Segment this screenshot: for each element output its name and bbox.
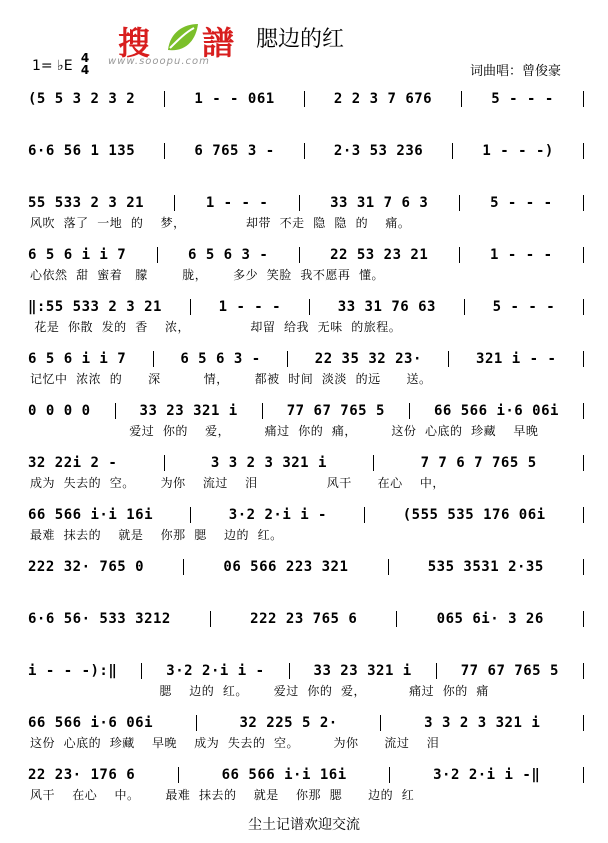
measure: 33 23 321 i <box>313 663 412 679</box>
credits: 词曲唱：曾俊豪 <box>470 64 562 79</box>
score-system <box>28 244 584 284</box>
lyric-line <box>28 630 584 648</box>
barline <box>452 143 453 159</box>
measure: 6 5 6 3 - <box>187 247 269 263</box>
meter-bottom: 4 <box>80 63 90 77</box>
footer-note: 尘土记谱欢迎交流 <box>248 817 360 833</box>
score-system <box>28 764 584 804</box>
score-system <box>28 140 584 180</box>
measure: ‖:55 533 2 3 21 <box>28 299 162 315</box>
score-system <box>28 504 584 544</box>
barline <box>448 351 449 367</box>
notes-line <box>28 608 584 630</box>
site-url[interactable]: www.sooopu.com <box>108 56 210 67</box>
score-system <box>28 660 584 700</box>
barline <box>583 403 584 419</box>
barline <box>464 299 465 315</box>
barline <box>178 767 179 783</box>
barline <box>583 663 584 679</box>
measure: 065 6i· 3 26 <box>436 611 544 627</box>
barline <box>153 351 154 367</box>
barline <box>364 507 365 523</box>
barline <box>210 611 211 627</box>
time-signature <box>78 52 92 76</box>
barline <box>141 663 142 679</box>
measure: 66 566 i·i 16i <box>28 507 154 523</box>
measure: 55 533 2 3 21 <box>28 195 145 211</box>
barline <box>190 507 191 523</box>
measure: 0 0 0 0 <box>28 403 91 419</box>
measure: 33 23 321 i <box>139 403 238 419</box>
lyric-line: 风干 在心 中。 最难 抹去的 就是 你那 腮 边的 红 <box>30 788 415 802</box>
leaf-icon <box>164 20 200 56</box>
measure: 6 5 6 i i 7 <box>28 351 127 367</box>
notes-line <box>28 88 584 110</box>
barline <box>583 507 584 523</box>
notes-line <box>28 348 584 370</box>
measure: i - - -):‖ <box>28 663 118 679</box>
notes-line <box>28 764 584 786</box>
measure: 6 5 6 i i 7 <box>28 247 127 263</box>
measure: 32 22i 2 - <box>28 455 118 471</box>
barline <box>459 195 460 211</box>
measure: 5 - - - <box>490 195 553 211</box>
barline <box>583 299 584 315</box>
measure: 06 566 223 321 <box>223 559 349 575</box>
lyric-line: 成为 失去的 空。 为你 流过 泪 风干 在心 中， <box>30 476 445 490</box>
key-signature: 1= ♭E <box>32 58 73 74</box>
notes-line <box>28 712 584 734</box>
barline <box>409 403 410 419</box>
measure: 66 566 i·6 06i <box>433 403 559 419</box>
measure: 33 31 7 6 3 <box>330 195 429 211</box>
barline <box>583 351 584 367</box>
measure: 1 - - 061 <box>194 91 275 107</box>
score-system <box>28 452 584 492</box>
notes-line <box>28 660 584 682</box>
measure: 1 - - - <box>218 299 282 315</box>
barline <box>299 247 300 263</box>
measure: 3 3 2 3 321 i <box>210 455 327 471</box>
barline <box>164 455 165 471</box>
barline <box>304 91 305 107</box>
notes-line <box>28 140 584 162</box>
song-title: 腮边的红 <box>256 27 345 52</box>
barline <box>459 247 460 263</box>
barline <box>164 143 165 159</box>
notes-line <box>28 400 584 422</box>
measure: 1 - - - <box>205 195 269 211</box>
barline <box>289 663 290 679</box>
barline <box>583 143 584 159</box>
lyric-line: 花是 你散 发的 香 浓， 却留 给我 无味 的旅程。 <box>30 320 402 334</box>
lyric-line: 风吹 落了 一地 的 梦， 却带 不走 隐 隐 的 痛。 <box>30 216 411 230</box>
barline <box>183 559 184 575</box>
barline <box>196 715 197 731</box>
barline <box>583 91 584 107</box>
measure: 321 i - - <box>476 351 557 367</box>
lyric-line: 最难 抹去的 就是 你那 腮 边的 红。 <box>30 528 283 542</box>
measure: 66 566 i·6 06i <box>28 715 154 731</box>
barline <box>396 611 397 627</box>
measure: 222 32· 765 0 <box>28 559 145 575</box>
header <box>0 0 608 90</box>
barline <box>157 247 158 263</box>
barline <box>299 195 300 211</box>
notes-line <box>28 556 584 578</box>
lyric-line: 腮 边的 红。 爱过 你的 爱， 痛过 你的 痛 <box>30 684 489 698</box>
measure: 3·2 2·i i -‖ <box>433 767 541 783</box>
lyric-line: 这份 心底的 珍藏 早晚 成为 失去的 空。 为你 流过 泪 <box>30 736 440 750</box>
barline <box>389 767 390 783</box>
measure: 33 31 76 63 <box>337 299 436 315</box>
measure: (555 535 176 06i <box>402 507 546 523</box>
lyric-line <box>28 110 584 128</box>
lyric-line: 记忆中 浓浓 的 深 情， 都被 时间 淡淡 的远 送。 <box>30 372 432 386</box>
notes-line <box>28 452 584 474</box>
lyric-line <box>28 162 584 180</box>
score-system <box>28 348 584 388</box>
measure: 6 765 3 - <box>194 143 275 159</box>
notes-line <box>28 244 584 266</box>
lyric-line: 心依然 甜 蜜着 朦 胧， 多少 笑脸 我不愿再 懂。 <box>30 268 384 282</box>
site-logo[interactable] <box>118 18 258 62</box>
measure: 22 23· 176 6 <box>28 767 136 783</box>
notes-line <box>28 504 584 526</box>
notes-line <box>28 192 584 214</box>
score-system <box>28 712 584 752</box>
measure: 1 - - - <box>490 247 553 263</box>
measure: 32 225 5 2· <box>239 715 338 731</box>
barline <box>583 611 584 627</box>
score-system <box>28 556 584 596</box>
barline <box>373 455 374 471</box>
barline <box>262 403 263 419</box>
barline <box>164 91 165 107</box>
score-system <box>28 296 584 336</box>
measure: 7 7 6 7 765 5 <box>420 455 537 471</box>
measure: 5 - - - <box>492 299 556 315</box>
barline <box>388 559 389 575</box>
barline <box>190 299 191 315</box>
measure: 5 - - - <box>491 91 554 107</box>
barline <box>583 247 584 263</box>
measure: 2·3 53 236 <box>333 143 424 159</box>
score-system <box>28 400 584 440</box>
measure: 6·6 56· 533 3212 <box>28 611 171 627</box>
measure: 535 3531 2·35 <box>427 559 544 575</box>
logo-char-pu: 譜 <box>202 24 235 62</box>
barline <box>583 715 584 731</box>
barline <box>115 403 116 419</box>
measure: 3·2 2·i i - <box>166 663 265 679</box>
measure: 2 2 3 7 676 <box>333 91 433 107</box>
measure: 6·6 56 1 135 <box>28 143 136 159</box>
measure: 3 3 2 3 321 i <box>424 715 541 731</box>
barline <box>583 559 584 575</box>
lyric-line <box>28 578 584 596</box>
measure: 77 67 765 5 <box>460 663 559 679</box>
score-system <box>28 192 584 232</box>
notes-line <box>28 296 584 318</box>
logo-char-sou: 搜 <box>118 24 152 62</box>
measure: 77 67 765 5 <box>286 403 385 419</box>
barline <box>287 351 288 367</box>
measure: 22 35 32 23· <box>314 351 422 367</box>
measure: 6 5 6 3 - <box>180 351 261 367</box>
lyric-line: 爱过 你的 爱， 痛过 你的 痛， 这份 心底的 珍藏 早晚 <box>30 424 539 438</box>
barline <box>461 91 462 107</box>
measure: (5 5 3 2 3 2 <box>28 91 136 107</box>
measure: 22 53 23 21 <box>330 247 429 263</box>
barline <box>380 715 381 731</box>
measure: 222 23 765 6 <box>250 611 358 627</box>
barline <box>583 455 584 471</box>
score-system <box>28 608 584 648</box>
barline <box>436 663 437 679</box>
barline <box>583 767 584 783</box>
score-system <box>28 88 584 128</box>
barline <box>309 299 310 315</box>
meter-top: 4 <box>80 51 90 65</box>
barline <box>304 143 305 159</box>
barline <box>583 195 584 211</box>
measure: 3·2 2·i i - <box>228 507 327 523</box>
measure: 66 566 i·i 16i <box>221 767 347 783</box>
measure: 1 - - -) <box>482 143 554 159</box>
barline <box>174 195 175 211</box>
